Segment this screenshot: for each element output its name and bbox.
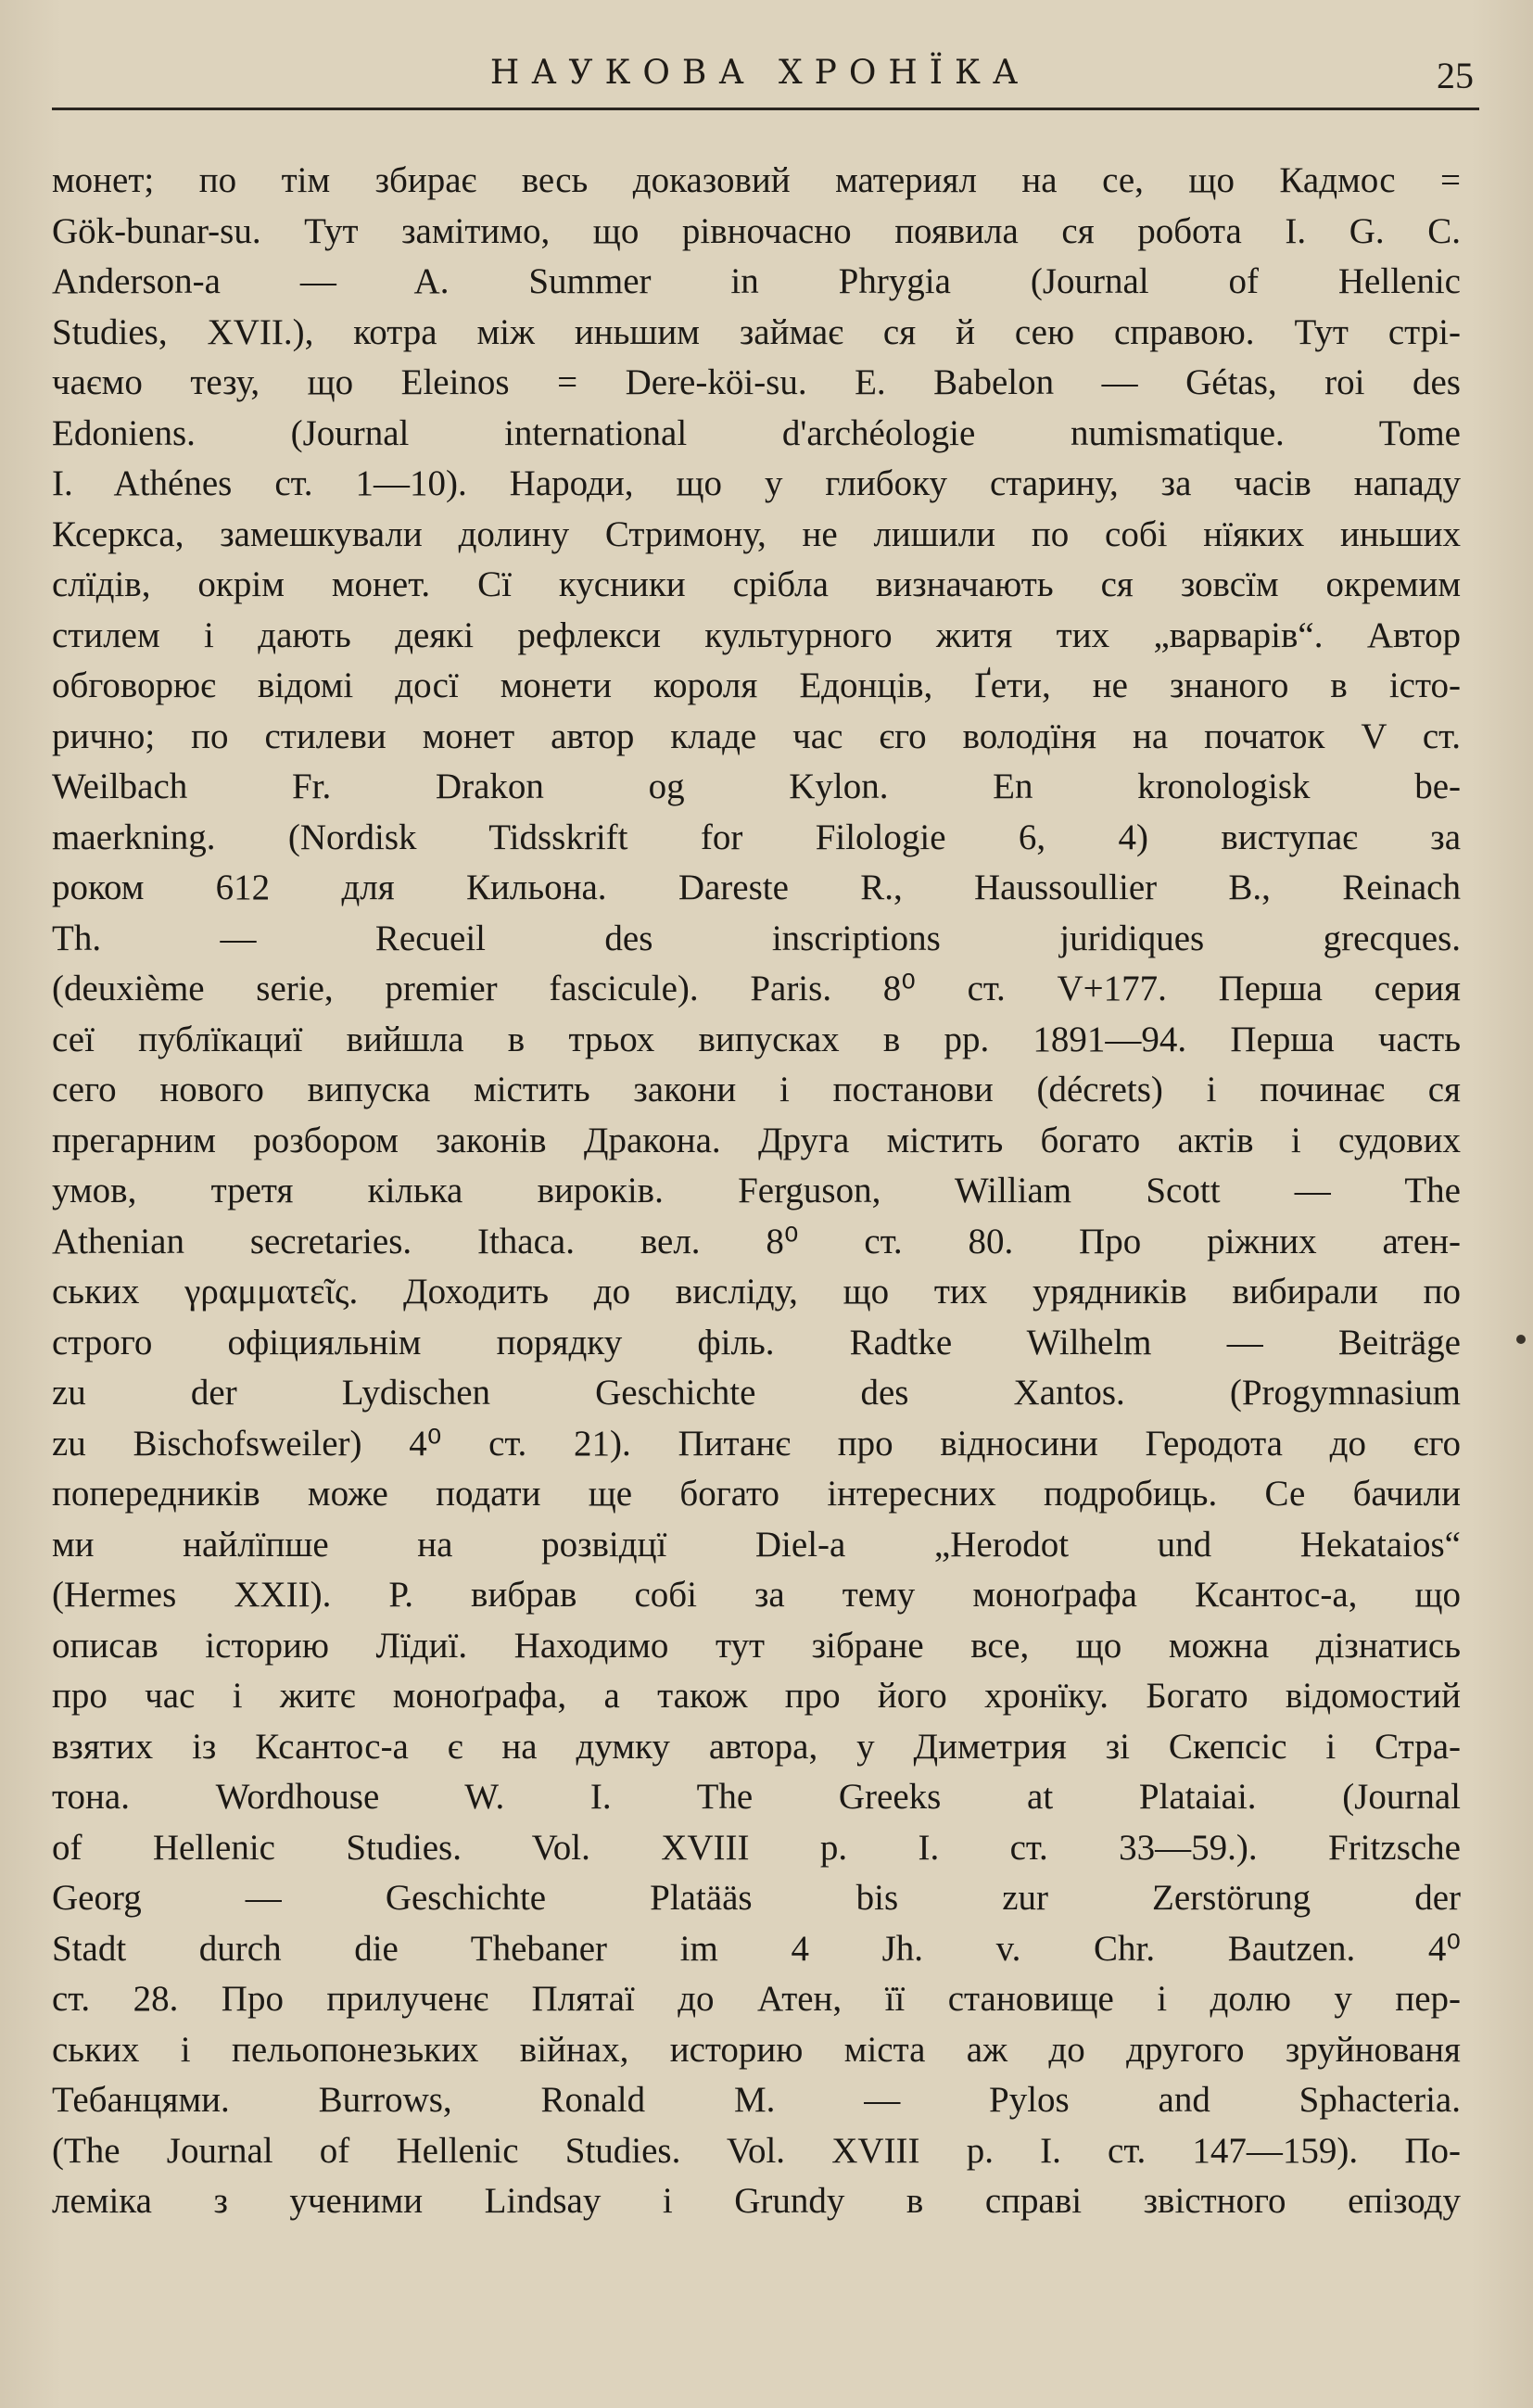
text-line: попередників може подати ще богато інтересних подробиць. Се бачили (52, 1474, 1461, 1514)
header-rule (52, 108, 1479, 110)
text-line: Ксеркса, замешкували долину Стримону, не лишили по собі нїяких иньших (52, 513, 1461, 554)
text-line: роком 612 для Кильона. Dareste R., Haussoullier B., Reinach (52, 868, 1461, 907)
text-line: Stadt durch die Thebaner im 4 Jh. v. Chr. Bautzen. 4⁰ (52, 1928, 1461, 1969)
text-line: рично; по стилеви монет автор кладе час єго володїня на початок V ст. (52, 716, 1461, 756)
text-line: тона. Wordhouse W. I. The Greeks at Plataiai. (Journal (52, 1777, 1461, 1817)
text-line: Anderson-a — A. Summer in Phrygia (Journal of Hellenic (52, 261, 1461, 301)
running-title: НАУКОВА ХРОНЇКА (489, 54, 1031, 92)
text-line: чаємо тезу, що Eleinos = Dere-köi-su. E. Babelon — Gétas, roi des (52, 362, 1461, 402)
text-line: ських і пельопонезьких війнах, историю міста аж до другого зруйнованя (52, 2029, 1461, 2070)
text-line: (The Journal of Hellenic Studies. Vol. XVIII p. I. ст. 147—159). По- (52, 2130, 1461, 2171)
text-line: стилем і дають деякі рефлекси культурного житя тих „варварів“. Автор (52, 615, 1461, 655)
text-line: сего нового випуска містить закони і постанови (décrets) і починає ся (52, 1070, 1461, 1109)
text-line: взятих із Ксантос-а є на думку автора, у Диметрия зі Скепсіс і Стра- (52, 1726, 1461, 1767)
text-line: Тебанцями. Burrows, Ronald M. — Pylos and Sphacteria. (52, 2080, 1461, 2120)
text-line: maerkning. (Nordisk Tidsskrift for Filologie 6, 4) виступає за (52, 817, 1461, 857)
text-line: Athenian secretaries. Ithaca. вел. 8⁰ ст. 80. Про ріжних атен- (52, 1221, 1461, 1261)
text-line: монет; по тім збирає весь доказовий материял на се, що Кадмос = (52, 160, 1461, 200)
text-line: умов, третя кілька вироків. Ferguson, William Scott — The (52, 1171, 1461, 1210)
body-text (52, 156, 1461, 2227)
text-line: про час і житє моноґрафа, а також про його хронїку. Богато відомостий (52, 1676, 1461, 1716)
text-line: леміка з ученими Lindsay і Grundy в справі звістного епізоду (52, 2181, 1461, 2221)
text-line: Studies, XVII.), котра між иньшим займає ся й сею справою. Тут стрі- (52, 311, 1461, 352)
text-line: сеї публїкациї вийшла в трьох випусках в рр. 1891—94. Перша часть (52, 1019, 1461, 1059)
text-line: Th. — Recueil des inscriptions juridiques grecques. (52, 918, 1461, 958)
text-line: ми найлїпше на розвідцї Diel-a „Herodot und Hekataios“ (52, 1524, 1461, 1565)
text-line: строго офіцияльнім порядку філь. Radtke Wilhelm — Beiträge (52, 1322, 1461, 1362)
text-line: описав історию Лїдиї. Находимо тут зібране все, що можна дізнатись (52, 1625, 1461, 1666)
page-number: 25 (1437, 55, 1474, 96)
text-line: обговорює відомі досї монети короля Едонців, Ґети, не знаного в істо- (52, 665, 1461, 705)
text-line: Weilbach Fr. Drakon og Kylon. En kronologisk be- (52, 767, 1461, 806)
text-line: I. Athénes ст. 1—10). Народи, що у глибоку старину, за часів нападу (52, 463, 1461, 503)
text-line: Gök-bunar-su. Тут замітимо, що рівночасно появила ся робота І. G. C. (52, 210, 1461, 251)
text-line: of Hellenic Studies. Vol. XVIII p. I. ст. 33—59.). Fritzsche (52, 1827, 1461, 1868)
text-line: zu der Lydischen Geschichte des Xantos. (Progymnasium (52, 1373, 1461, 1413)
margin-speck (1516, 1335, 1526, 1344)
text-line: (deuxième serie, premier fascicule). Paris. 8⁰ ст. V+177. Перша серия (52, 969, 1461, 1008)
text-line: Georg — Geschichte Platääs bis zur Zerstörung der (52, 1878, 1461, 1918)
text-line: ст. 28. Про прилученє Плятаї до Атен, її становище і долю у пер- (52, 1979, 1461, 2019)
running-head (46, 54, 1474, 100)
text-line: Edoniens. (Journal international d'archéologie numismatique. Tome (52, 412, 1461, 453)
text-line: zu Bischofsweiler) 4⁰ ст. 21). Питанє про відносини Геродота до єго (52, 1423, 1461, 1464)
text-line: прегарним розбором законів Дракона. Друга містить богато актів і судових (52, 1120, 1461, 1160)
text-line: слїдів, окрім монет. Сї кусники срібла визначають ся зовсїм окремим (52, 564, 1461, 604)
text-line: ських γραμματεῖς. Доходить до висліду, що тих урядників вибирали по (52, 1272, 1461, 1312)
text-line: (Hermes XXII). Р. вибрав собі за тему моноґрафа Ксантос-а, що (52, 1575, 1461, 1615)
